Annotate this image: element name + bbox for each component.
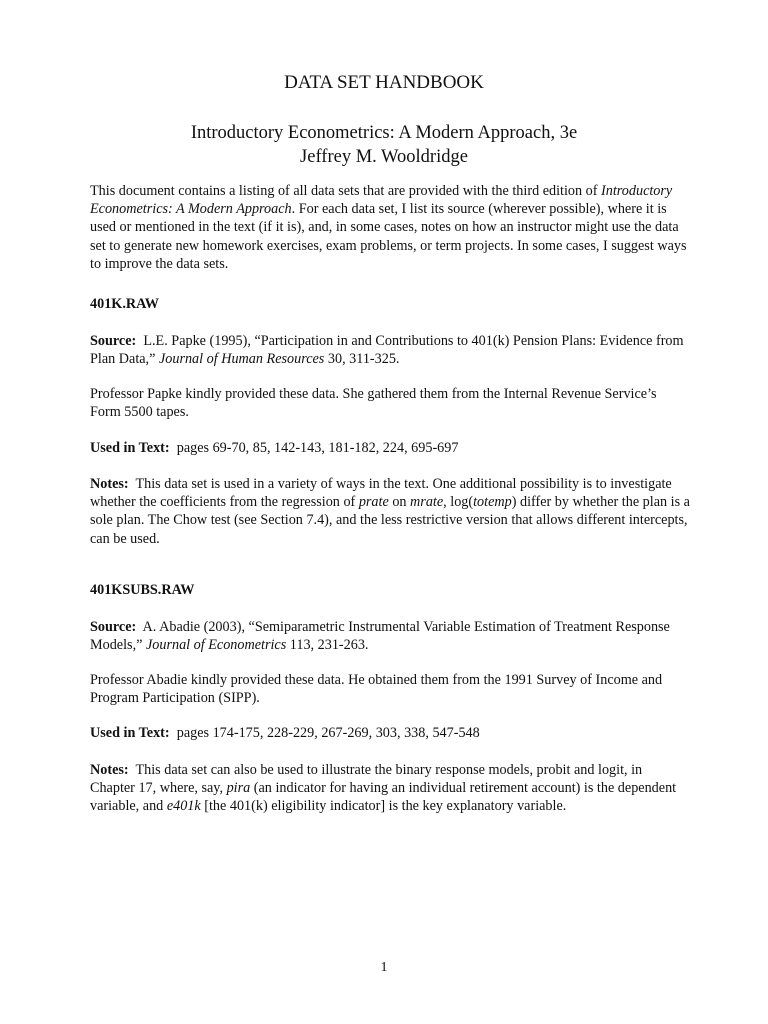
page-number: 1: [380, 960, 388, 975]
dataset-notes-401k: [90, 475, 690, 548]
author-name: Jeffrey M. Wooldridge: [300, 147, 468, 167]
dataset-source-401k: [90, 332, 690, 368]
notes-text-b: (an indicator for having an individual retirement account) is the dependent variable, and: [90, 780, 677, 815]
book-title: Introductory Econometrics: A Modern Approach, 3e: [190, 123, 578, 143]
source-tail: 113, 231-263.: [289, 637, 369, 654]
notes-text-d: ) differ by whether the plan is a sole plan. The Chow test (see Section 7.4), and the less restrictive version that allows different intercepts, can be used.: [90, 494, 690, 547]
notes-var-prate: prate: [358, 494, 389, 511]
used-pages: pages 69-70, 85, 142-143, 181-182, 224, 695-697: [176, 440, 459, 456]
notes-var-mrate: mrate: [410, 494, 444, 511]
source-text: L.E. Papke (1995), “Participation in and Contributions to 401(k) Pension Plans: Evidence from Plan Data,”: [90, 333, 684, 368]
dataset-used-401ksubs: [90, 724, 690, 742]
intro-text-end: . For each data set, I list its source (wherever possible), where it is used or mentioned in the text (if it is), and, in some cases, notes on how an instructor might use the data set to generate new homework exercises, exam problems, or term projects. In some cases, I suggest ways to improve the data sets.: [90, 201, 687, 272]
document-title: DATA SET HANDBOOK: [284, 72, 484, 93]
dataset-description-401ksubs: Professor Abadie kindly provided these data. He obtained them from the 1991 Survey of Income and Program Participation (SIPP).: [90, 672, 663, 707]
dataset-heading-401ksubs: 401KSUBS.RAW: [90, 582, 195, 598]
dataset-heading-401k: 401K.RAW: [90, 296, 159, 312]
notes-text-c: , log(: [443, 494, 474, 511]
dataset-used-401k: [90, 439, 690, 457]
source-journal: Journal of Econometrics: [145, 637, 287, 654]
notes-text-b: on: [392, 494, 407, 511]
notes-label: Notes:: [90, 762, 129, 778]
used-pages: pages 174-175, 228-229, 267-269, 303, 338, 547-548: [176, 725, 480, 741]
used-label: Used in Text:: [90, 440, 170, 456]
intro-book-title: Introductory Econometrics: A Modern Approach: [90, 183, 673, 218]
dataset-notes-401ksubs: [90, 761, 690, 816]
notes-var-e401k: e401k: [166, 798, 201, 815]
dataset-source-401ksubs: [90, 618, 690, 654]
source-journal: Journal of Human Resources: [158, 351, 325, 368]
notes-label: Notes:: [90, 476, 129, 492]
notes-var-totemp: totemp: [473, 494, 512, 511]
source-tail: 30, 311-325.: [327, 351, 400, 368]
dataset-description-401k: Professor Papke kindly provided these data. She gathered them from the Internal Revenue Service’s Form 5500 tapes.: [90, 386, 657, 421]
used-label: Used in Text:: [90, 725, 170, 741]
intro-paragraph: [90, 182, 690, 273]
source-text: A. Abadie (2003), “Semiparametric Instrumental Variable Estimation of Treatment Response Models,”: [90, 619, 670, 654]
notes-text-a: This data set is used in a variety of ways in the text. One additional possibility is to investigate whether the coefficients from the regression of: [90, 476, 672, 511]
notes-text-a: This data set can also be used to illustrate the binary response models, probit and logit, in Chapter 17, where, say,: [90, 762, 643, 797]
source-label: Source:: [90, 333, 137, 349]
intro-text-start: This document contains a listing of all data sets that are provided with the third edition of: [90, 183, 598, 199]
source-label: Source:: [90, 619, 137, 635]
notes-var-pira: pira: [226, 780, 251, 797]
notes-text-c: [the 401(k) eligibility indicator] is the key explanatory variable.: [204, 798, 567, 815]
